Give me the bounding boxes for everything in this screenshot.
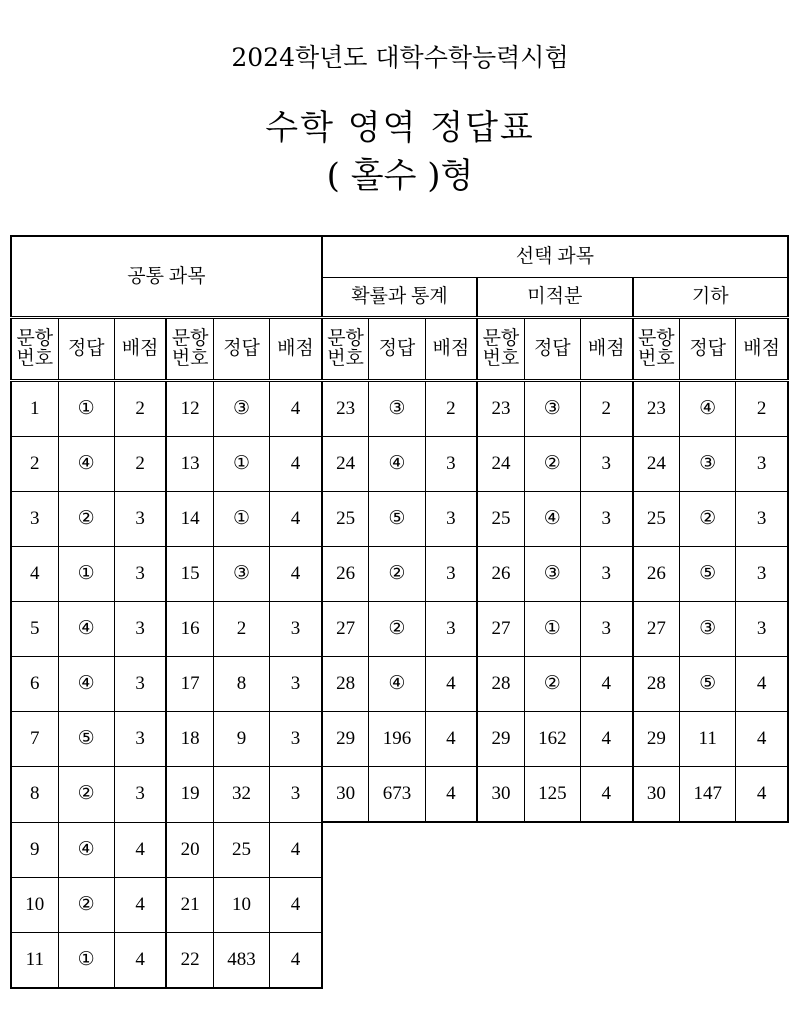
common-left-answer-2: ④ (58, 437, 114, 492)
geometry-points-1: 2 (736, 381, 788, 437)
calculus-answer-1: ③ (524, 381, 580, 437)
prob-stats-answer-2: ④ (369, 437, 425, 492)
geometry-answer-8: 147 (680, 767, 736, 823)
common-right-answer-4: ③ (213, 547, 269, 602)
prob-stats-number-4: 26 (322, 547, 369, 602)
geometry-number-5: 27 (633, 602, 680, 657)
common-right-number-10: 21 (166, 877, 213, 932)
common-right-number-7: 18 (166, 712, 213, 767)
calculus-number-5: 27 (477, 602, 524, 657)
geometry-number-4: 26 (633, 547, 680, 602)
common-right-points-3: 4 (270, 492, 322, 547)
empty-cell (369, 932, 425, 988)
empty-cell (322, 932, 369, 988)
col-header-answer: 정답 (680, 318, 736, 381)
empty-cell (425, 932, 477, 988)
calculus-points-5: 3 (580, 602, 632, 657)
common-left-number-8: 8 (11, 767, 58, 823)
common-left-points-5: 3 (114, 602, 166, 657)
geometry-answer-7: 11 (680, 712, 736, 767)
common-left-points-10: 4 (114, 877, 166, 932)
common-left-points-4: 3 (114, 547, 166, 602)
common-subject-header: 공통 과목 (11, 236, 322, 318)
common-left-answer-3: ② (58, 492, 114, 547)
col-header-points: 배점 (580, 318, 632, 381)
common-left-number-1: 1 (11, 381, 58, 437)
common-right-answer-10: 10 (213, 877, 269, 932)
geometry-number-2: 24 (633, 437, 680, 492)
prob-stats-number-3: 25 (322, 492, 369, 547)
subject-header-geometry: 기하 (633, 278, 788, 318)
col-header-points: 배점 (425, 318, 477, 381)
prob-stats-answer-4: ② (369, 547, 425, 602)
common-right-number-4: 15 (166, 547, 213, 602)
common-right-number-3: 14 (166, 492, 213, 547)
geometry-points-7: 4 (736, 712, 788, 767)
exam-type: ( 홀수 )형 (326, 156, 474, 196)
calculus-answer-4: ③ (524, 547, 580, 602)
common-right-points-2: 4 (270, 437, 322, 492)
subject-header-prob-stats: 확률과 통계 (322, 278, 477, 318)
common-left-answer-11: ① (58, 932, 114, 988)
common-right-answer-6: 8 (213, 657, 269, 712)
common-left-number-5: 5 (11, 602, 58, 657)
common-right-answer-9: 25 (213, 822, 269, 877)
geometry-number-7: 29 (633, 712, 680, 767)
prob-stats-points-5: 3 (425, 602, 477, 657)
geometry-points-4: 3 (736, 547, 788, 602)
common-right-points-4: 4 (270, 547, 322, 602)
common-right-number-1: 12 (166, 381, 213, 437)
answer-key-title: 수학 영역 정답표 (265, 108, 535, 148)
calculus-number-6: 28 (477, 657, 524, 712)
common-right-number-2: 13 (166, 437, 213, 492)
elective-subject-header: 선택 과목 (322, 236, 788, 278)
calculus-answer-5: ① (524, 602, 580, 657)
common-left-points-11: 4 (114, 932, 166, 988)
calculus-number-7: 29 (477, 712, 524, 767)
calculus-points-8: 4 (580, 767, 632, 823)
geometry-answer-1: ④ (680, 381, 736, 437)
prob-stats-number-8: 30 (322, 767, 369, 823)
common-right-points-10: 4 (270, 877, 322, 932)
common-right-number-5: 16 (166, 602, 213, 657)
calculus-number-1: 23 (477, 381, 524, 437)
common-left-answer-1: ① (58, 381, 114, 437)
prob-stats-points-4: 3 (425, 547, 477, 602)
col-header-answer: 정답 (369, 318, 425, 381)
common-left-answer-4: ① (58, 547, 114, 602)
geometry-points-6: 4 (736, 657, 788, 712)
col-header-answer: 정답 (213, 318, 269, 381)
common-right-answer-7: 9 (213, 712, 269, 767)
col-header-points: 배점 (270, 318, 322, 381)
prob-stats-points-2: 3 (425, 437, 477, 492)
calculus-points-2: 3 (580, 437, 632, 492)
prob-stats-answer-7: 196 (369, 712, 425, 767)
subject-header-calculus: 미적분 (477, 278, 632, 318)
common-right-points-1: 4 (270, 381, 322, 437)
prob-stats-points-3: 3 (425, 492, 477, 547)
col-header-answer: 정답 (58, 318, 114, 381)
common-right-points-11: 4 (270, 932, 322, 988)
common-right-number-8: 19 (166, 767, 213, 823)
exam-title: 2024학년도 대학수학능력시험 (231, 43, 569, 72)
prob-stats-answer-3: ⑤ (369, 492, 425, 547)
geometry-number-3: 25 (633, 492, 680, 547)
common-left-points-3: 3 (114, 492, 166, 547)
calculus-number-3: 25 (477, 492, 524, 547)
empty-cell (369, 822, 425, 877)
common-right-number-9: 20 (166, 822, 213, 877)
calculus-number-4: 26 (477, 547, 524, 602)
common-right-number-6: 17 (166, 657, 213, 712)
common-left-answer-5: ④ (58, 602, 114, 657)
common-right-points-7: 3 (270, 712, 322, 767)
geometry-points-2: 3 (736, 437, 788, 492)
empty-cell (425, 822, 477, 877)
common-right-points-9: 4 (270, 822, 322, 877)
common-left-number-3: 3 (11, 492, 58, 547)
common-right-points-5: 3 (270, 602, 322, 657)
col-header-answer: 정답 (524, 318, 580, 381)
common-left-number-2: 2 (11, 437, 58, 492)
empty-cell (425, 877, 477, 932)
common-left-number-10: 10 (11, 877, 58, 932)
calculus-answer-7: 162 (524, 712, 580, 767)
prob-stats-answer-5: ② (369, 602, 425, 657)
common-left-number-9: 9 (11, 822, 58, 877)
calculus-answer-8: 125 (524, 767, 580, 823)
empty-cell (322, 822, 369, 877)
calculus-points-3: 3 (580, 492, 632, 547)
common-right-points-6: 3 (270, 657, 322, 712)
calculus-points-6: 4 (580, 657, 632, 712)
calculus-answer-2: ② (524, 437, 580, 492)
common-left-points-1: 2 (114, 381, 166, 437)
common-left-number-6: 6 (11, 657, 58, 712)
prob-stats-number-5: 27 (322, 602, 369, 657)
common-left-number-4: 4 (11, 547, 58, 602)
common-right-answer-2: ① (213, 437, 269, 492)
geometry-answer-4: ⑤ (680, 547, 736, 602)
common-left-points-6: 3 (114, 657, 166, 712)
calculus-answer-3: ④ (524, 492, 580, 547)
common-right-answer-8: 32 (213, 767, 269, 823)
common-right-answer-3: ① (213, 492, 269, 547)
col-header-number: 문항 번호 (166, 318, 213, 381)
col-header-number: 문항 번호 (477, 318, 524, 381)
geometry-number-6: 28 (633, 657, 680, 712)
common-left-points-2: 2 (114, 437, 166, 492)
geometry-answer-2: ③ (680, 437, 736, 492)
prob-stats-answer-6: ④ (369, 657, 425, 712)
prob-stats-answer-1: ③ (369, 381, 425, 437)
calculus-points-7: 4 (580, 712, 632, 767)
prob-stats-points-1: 2 (425, 381, 477, 437)
calculus-points-1: 2 (580, 381, 632, 437)
empty-cell (369, 877, 425, 932)
calculus-number-2: 24 (477, 437, 524, 492)
common-left-number-11: 11 (11, 932, 58, 988)
calculus-number-8: 30 (477, 767, 524, 823)
common-right-answer-11: 483 (213, 932, 269, 988)
common-right-answer-1: ③ (213, 381, 269, 437)
geometry-number-1: 23 (633, 381, 680, 437)
geometry-answer-3: ② (680, 492, 736, 547)
prob-stats-number-1: 23 (322, 381, 369, 437)
common-left-points-9: 4 (114, 822, 166, 877)
answer-table (10, 235, 789, 989)
common-left-points-7: 3 (114, 712, 166, 767)
col-header-number: 문항 번호 (322, 318, 369, 381)
calculus-answer-6: ② (524, 657, 580, 712)
common-left-answer-10: ② (58, 877, 114, 932)
common-right-points-8: 3 (270, 767, 322, 823)
prob-stats-number-2: 24 (322, 437, 369, 492)
col-header-number: 문항 번호 (11, 318, 58, 381)
common-left-answer-7: ⑤ (58, 712, 114, 767)
common-left-answer-8: ② (58, 767, 114, 823)
empty-cell (322, 877, 369, 932)
common-left-answer-6: ④ (58, 657, 114, 712)
common-left-number-7: 7 (11, 712, 58, 767)
geometry-answer-6: ⑤ (680, 657, 736, 712)
geometry-points-8: 4 (736, 767, 788, 823)
col-header-points: 배점 (114, 318, 166, 381)
common-right-answer-5: 2 (213, 602, 269, 657)
prob-stats-points-8: 4 (425, 767, 477, 823)
prob-stats-points-7: 4 (425, 712, 477, 767)
prob-stats-answer-8: 673 (369, 767, 425, 823)
geometry-answer-5: ③ (680, 602, 736, 657)
prob-stats-number-7: 29 (322, 712, 369, 767)
prob-stats-points-6: 4 (425, 657, 477, 712)
calculus-points-4: 3 (580, 547, 632, 602)
common-left-answer-9: ④ (58, 822, 114, 877)
col-header-number: 문항 번호 (633, 318, 680, 381)
geometry-points-5: 3 (736, 602, 788, 657)
col-header-points: 배점 (736, 318, 788, 381)
common-right-number-11: 22 (166, 932, 213, 988)
geometry-points-3: 3 (736, 492, 788, 547)
prob-stats-number-6: 28 (322, 657, 369, 712)
common-left-points-8: 3 (114, 767, 166, 823)
geometry-number-8: 30 (633, 767, 680, 823)
